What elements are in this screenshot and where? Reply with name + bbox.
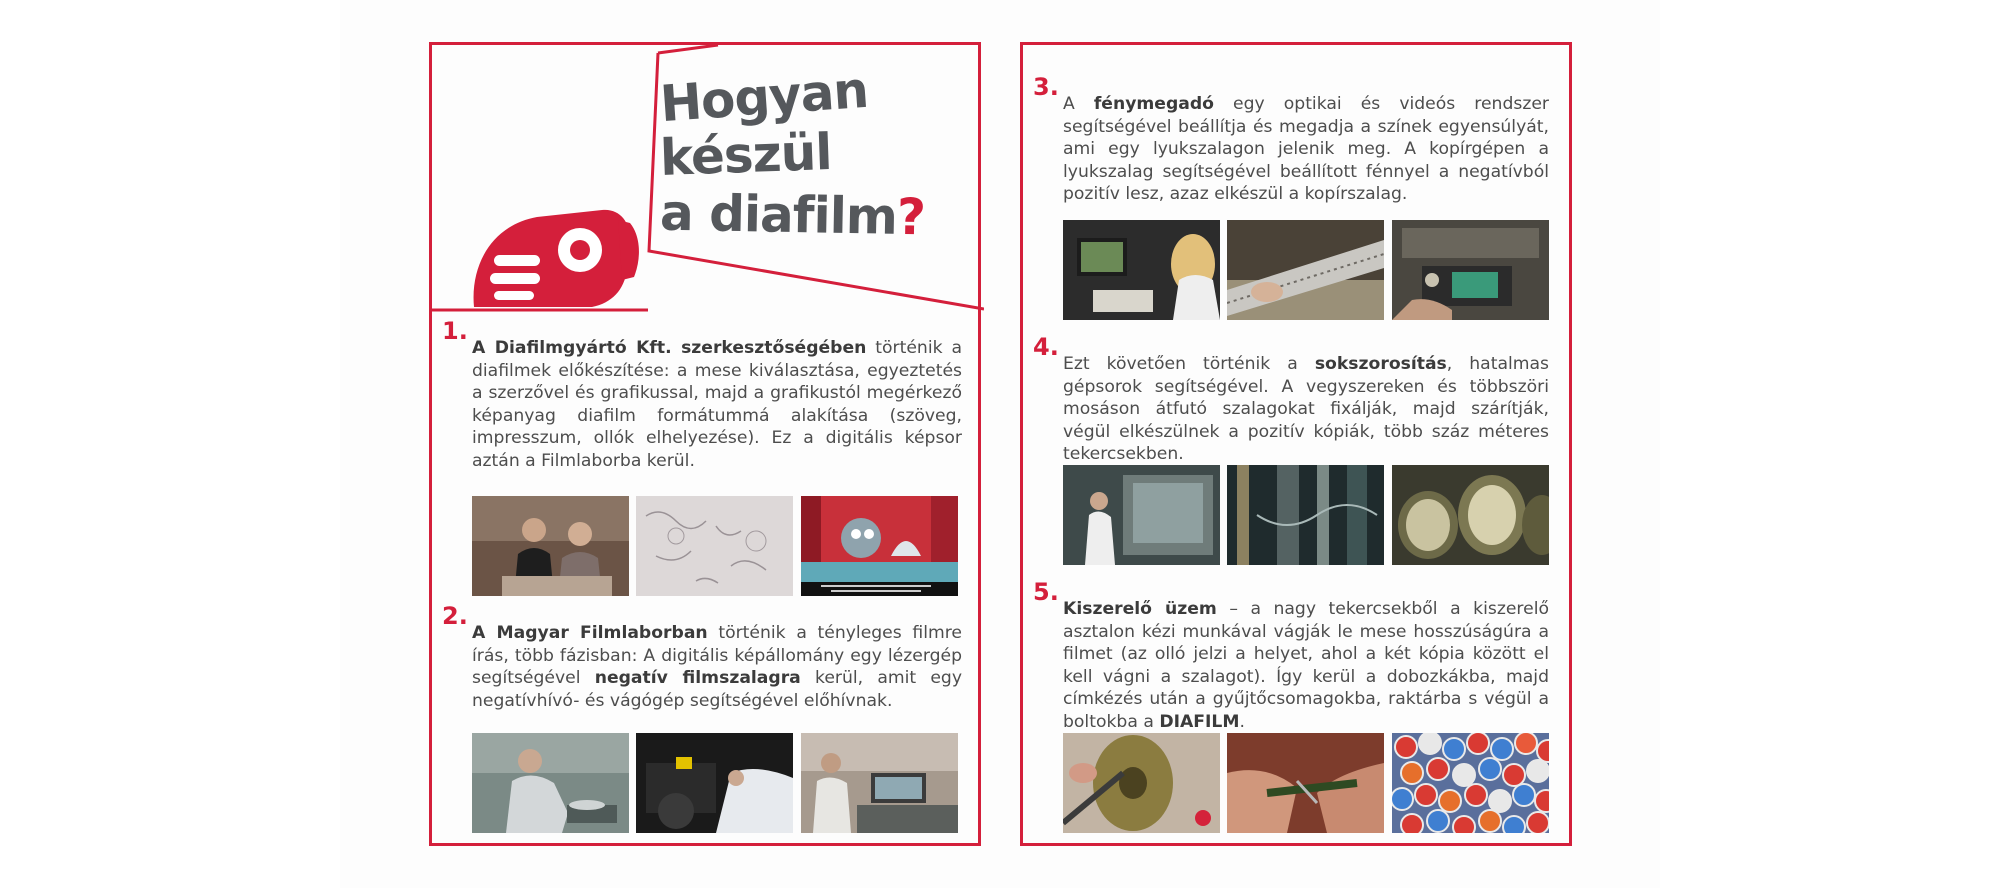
projector-icon <box>474 210 639 307</box>
photo-punched-tape <box>1227 220 1384 320</box>
step-5-number: 5. <box>1033 578 1059 606</box>
photo-editors <box>472 496 629 596</box>
step-1-body: történik a diafilmek előkészítése: a mese kiválasztása, egyeztetés a szerzővel és grafikussal, majd a grafikustól megérkező képanyag diafilm formátummá alakítása (szöveg, impresszum, ollók elhelyezése). Ez a digitális képsor aztán a Filmlaborba kerül. <box>472 338 963 471</box>
photo-lab-desk <box>801 733 958 833</box>
step-5-bold-2: DIAFILM <box>1159 711 1240 732</box>
step-2-bold: A Magyar Filmlaborban <box>472 623 708 643</box>
photo-cutting-film <box>1227 733 1384 833</box>
photo-film-reel <box>1063 733 1220 833</box>
photo-film-canisters <box>1392 465 1549 565</box>
step-5-body: – a nagy tekercsekből a kiszerelő asztalon kézi munkával vágják le mese hosszúságúra a filmet (az olló jelzi a helyet, ahol a két kópia között el kell vágni a szalagot). Így kerül a dobozkákba, majd címkézés után a gyűjtőcsomagokba, raktárba s végül a boltokba a <box>1063 599 1549 732</box>
step-3-body: egy optikai és videós rendszer segítségével beállítja és megadja a színek egyensúlyát, ami egy lyukszalagon jelenik meg. A kopírgépen a lyukszalag segítségével beállított fénnyel a negatívból pozitív lesz, azaz elkészül a kopírszalag. <box>1063 94 1549 204</box>
title-line-1: Hogyan <box>658 60 870 134</box>
right-page <box>1020 42 1572 846</box>
step-5-text <box>1063 598 1549 733</box>
step-1-number: 1. <box>442 317 468 345</box>
step-3-text <box>1063 93 1549 206</box>
step-2-bold-2: negatív filmszalagra <box>594 668 801 688</box>
step-3-bold: fénymegadó <box>1093 94 1214 114</box>
photo-sketches <box>636 496 793 596</box>
photo-illustration <box>801 496 958 596</box>
step-2-number: 2. <box>442 602 468 630</box>
photo-color-timer <box>1063 220 1220 320</box>
step-2-text <box>472 622 962 712</box>
step-5-body-2: . <box>1239 711 1245 732</box>
step-1-text <box>472 337 962 472</box>
photo-copying-line <box>1063 465 1220 565</box>
photo-film-boxes <box>1392 733 1549 833</box>
step-4-pre: Ezt követően történik a <box>1063 354 1315 374</box>
photo-washing-tanks <box>1227 465 1384 565</box>
left-page <box>429 42 981 846</box>
photo-lab-technician <box>472 733 629 833</box>
photo-printer-machine <box>1392 220 1549 320</box>
title-line-3-text: a diafilm <box>659 183 898 246</box>
title-line-3 <box>659 183 925 248</box>
title-line-2: készül <box>659 123 833 187</box>
step-2-body-2: kerül, amit egy negatívhívó- és vágógép segítségével előhívnak. <box>472 668 962 711</box>
step-3-number: 3. <box>1033 73 1059 101</box>
step-5-bold: Kiszerelő üzem <box>1063 599 1217 619</box>
step-4-text <box>1063 353 1549 466</box>
step-4-number: 4. <box>1033 333 1059 361</box>
step-4-body: , hatalmas gépsorok segítségével. A vegyszereken és többszöri mosáson átfutó szalagokat fixálják, majd szárítják, végül elkészülnek a pozitív kópiák, több száz méteres tekercsekben. <box>1063 354 1549 464</box>
title-question-mark: ? <box>896 187 926 247</box>
photo-film-machine <box>636 733 793 833</box>
step-3-pre: A <box>1063 94 1094 114</box>
step-1-bold: A Diafilmgyártó Kft. szerkesztőségében <box>472 338 867 358</box>
step-4-bold: sokszorosítás <box>1314 354 1447 374</box>
step-2-body: történik a tényleges filmre írás, több fázisban: A digitális képállomány egy lézergép segítségével <box>472 623 963 688</box>
